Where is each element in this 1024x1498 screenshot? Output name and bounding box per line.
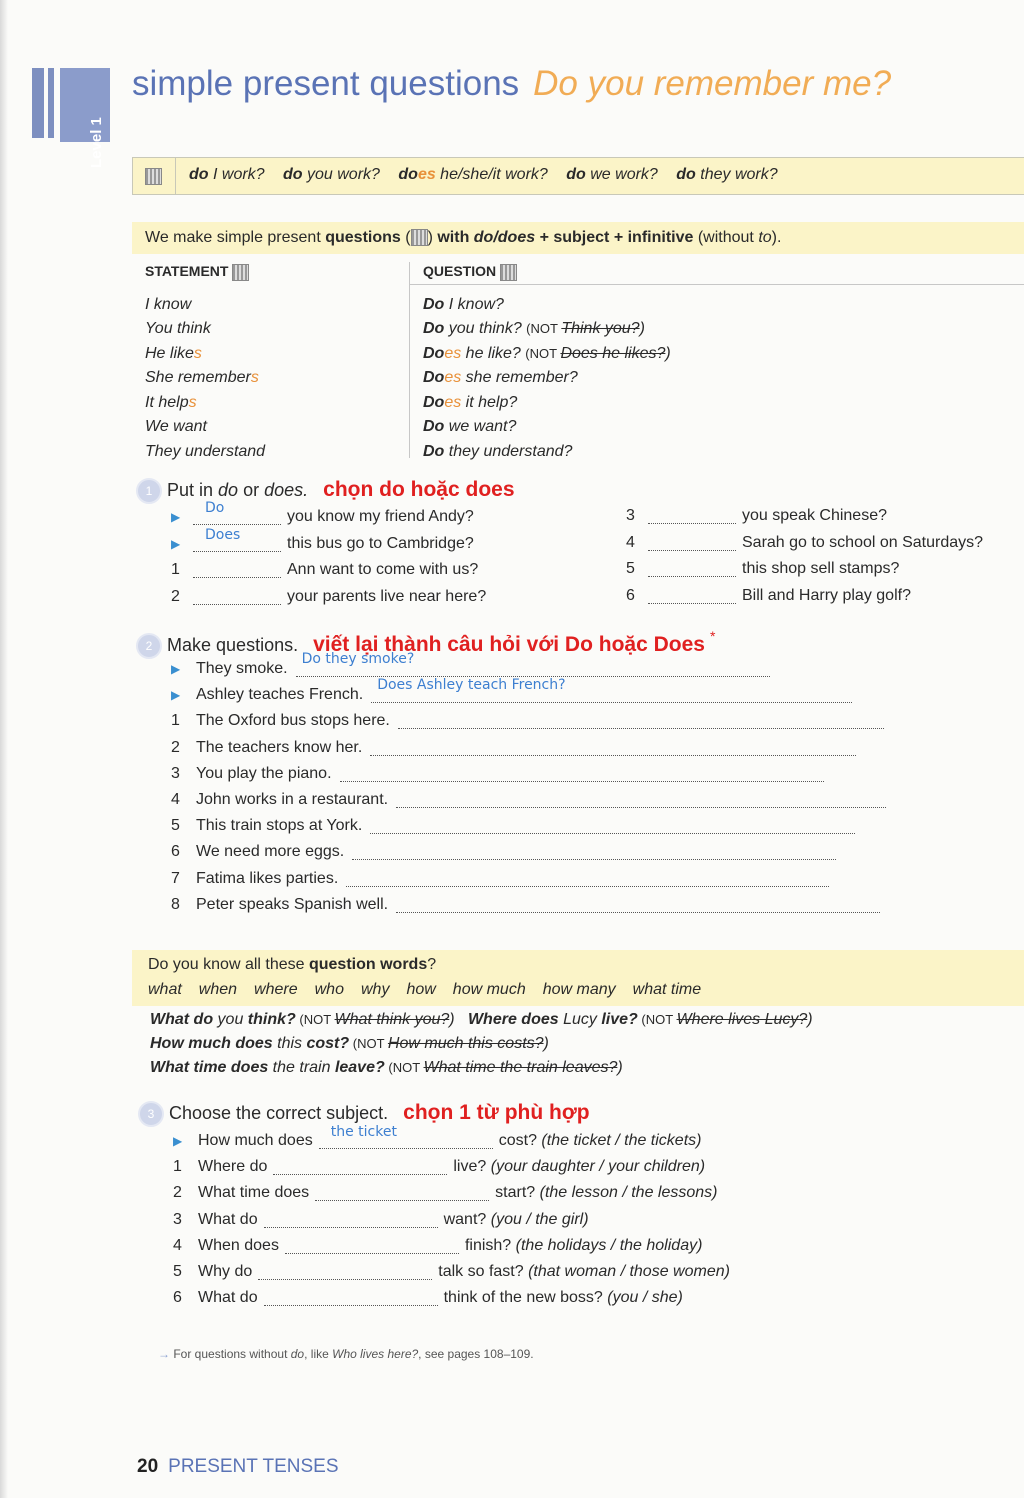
item-text: Fatima likes parties. — [196, 869, 339, 887]
statement-ending: s — [193, 344, 202, 362]
question-row — [423, 317, 671, 342]
forms-list — [189, 166, 792, 184]
answer-blank — [648, 587, 736, 604]
statement-text: He like — [145, 344, 194, 362]
handwritten-answer: Does Ashley teach French? — [377, 677, 566, 694]
question-row — [423, 366, 671, 391]
item-number: 6 — [173, 1289, 182, 1307]
item-number: 2 — [173, 1184, 182, 1202]
answer-blank — [264, 1211, 438, 1228]
item-pre: What time does — [198, 1184, 310, 1202]
rule-text: We make simple present questions ( ) with do/does + subject + infinitive (without to). — [145, 229, 782, 246]
statement-row — [145, 440, 265, 465]
question-example-3: What time does the train leave? (NOT What time the train leaves?) — [150, 1059, 623, 1076]
answer-blank — [648, 507, 736, 524]
item-text: The Oxford bus stops here. — [196, 712, 390, 730]
item-pre: How much does — [198, 1132, 313, 1149]
item-post: want? — [443, 1210, 487, 1228]
item-text: you know my friend Andy? — [287, 508, 474, 525]
item-number: 3 — [171, 764, 180, 782]
handwritten-answer: Do — [205, 500, 225, 516]
answer-blank — [258, 1263, 432, 1280]
item-choices: (that woman / those women) — [528, 1262, 730, 1280]
exercise-1-item — [626, 560, 983, 587]
statement-row — [145, 293, 265, 318]
item-number: 6 — [626, 586, 635, 604]
question-word: why — [360, 981, 390, 998]
statement-text: We want — [145, 418, 207, 436]
exercise-number-icon: 1 — [136, 478, 162, 504]
question-text: we want? — [444, 418, 517, 436]
item-number: 3 — [626, 507, 635, 524]
handwritten-answer: the ticket — [330, 1124, 397, 1140]
item-pre: What do — [198, 1210, 258, 1228]
question-word: when — [198, 981, 238, 998]
item-text: Peter speaks Spanish well. — [196, 895, 389, 913]
exercise-2-item — [171, 843, 886, 869]
question-word: what time — [632, 981, 702, 998]
answer-blank — [193, 500, 281, 525]
example-arrow-icon: ▶ — [171, 662, 181, 676]
question-row — [423, 293, 671, 318]
question-row — [423, 342, 671, 367]
section-name: PRESENT TENSES — [168, 1456, 339, 1477]
statement-row — [145, 366, 265, 391]
question-es: es — [444, 344, 462, 362]
exercise-3-item — [173, 1263, 730, 1289]
question-wrong: Think you? — [561, 320, 640, 338]
statement-text: I know — [145, 295, 192, 313]
answer-blank — [648, 534, 736, 551]
level-tab — [32, 68, 110, 168]
item-choices: (your daughter / your children) — [490, 1158, 706, 1176]
question-list — [423, 293, 671, 465]
answer-blank — [264, 1289, 438, 1306]
exercise-2-annotation: viết lại thành câu hỏi với Do hoặc Does — [313, 633, 705, 656]
exercise-2-title: 2 Make questions. viết lại thành câu hỏi với Do hoặc Does * — [136, 628, 715, 659]
item-text: You play the piano. — [196, 764, 332, 782]
question-word: how much — [452, 981, 526, 998]
exercise-3-item — [173, 1124, 730, 1158]
question-word: how — [406, 981, 436, 998]
page-title — [132, 64, 891, 104]
exercise-1-item — [626, 587, 983, 614]
question-text: I know? — [444, 295, 504, 313]
form-1: do I work? — [189, 166, 265, 183]
question-word: what — [148, 981, 182, 998]
answer-blank — [193, 561, 281, 578]
exercise-1-item — [626, 534, 983, 561]
example-arrow-icon: ▶ — [171, 536, 181, 551]
exercise-2-item — [171, 739, 886, 765]
item-number: 8 — [171, 895, 180, 913]
answer-line — [370, 817, 855, 834]
item-text: Ann want to come with us? — [287, 561, 479, 578]
item-choices: (the lesson / the lessons) — [539, 1184, 718, 1202]
exercise-1-annotation: chọn do hoặc does — [323, 478, 515, 501]
question-symbol-icon — [500, 264, 517, 281]
item-post: start? — [495, 1184, 536, 1202]
question-text: he like? — [461, 344, 526, 362]
exercise-1-title: 1 Put in do or does. chọn do hoặc does — [136, 478, 515, 504]
item-text: your parents live near here? — [287, 587, 487, 605]
item-number: 1 — [171, 712, 180, 730]
footnote: → For questions without do, like Who lives here?, see pages 108–109. — [158, 1347, 534, 1361]
exercise-3-item — [173, 1289, 730, 1315]
form-3: does he/she/it work? — [398, 166, 548, 183]
exercise-3-item — [173, 1158, 730, 1184]
statement-ending: s — [188, 393, 197, 411]
answer-line — [371, 677, 852, 703]
item-text: This train stops at York. — [196, 817, 363, 835]
answer-line — [370, 739, 856, 756]
example-arrow-icon: ▶ — [171, 510, 181, 524]
answer-line — [396, 791, 886, 808]
item-post: talk so fast? — [438, 1262, 524, 1280]
page-edge-shadow — [0, 0, 8, 1498]
exercise-2-list — [171, 651, 886, 922]
question-word: how many — [542, 981, 616, 998]
exercise-3-annotation: chọn 1 từ phù hợp — [403, 1101, 590, 1124]
question-example-2: How much does this cost? (NOT How much this costs?) — [150, 1035, 549, 1052]
exercise-3-title: 3 Choose the correct subject. chọn 1 từ phù hợp — [138, 1101, 590, 1127]
answer-line — [352, 843, 836, 860]
question-text: you think? — [444, 320, 527, 338]
question-symbol-icon — [145, 168, 162, 185]
item-text: They smoke. — [196, 660, 288, 677]
exercise-2-item — [171, 791, 886, 817]
handwritten-answer: Do they smoke? — [301, 651, 415, 667]
statement-row — [145, 317, 265, 342]
question-es: es — [444, 369, 462, 387]
item-number: 1 — [173, 1158, 182, 1176]
question-do: Do — [423, 442, 445, 460]
question-column — [423, 263, 671, 464]
question-do: Do — [423, 418, 445, 436]
exercise-1-item — [171, 588, 486, 615]
question-es: es — [444, 393, 462, 411]
question-do: Do — [423, 369, 445, 387]
level-label: Level 1 — [88, 117, 105, 168]
item-text: Ashley teaches French. — [196, 686, 364, 704]
statement-text: They understand — [145, 442, 266, 460]
statement-text: It help — [145, 393, 189, 411]
item-number: 6 — [171, 843, 180, 861]
answer-blank — [319, 1124, 493, 1149]
item-pre: Where do — [198, 1158, 268, 1176]
answer-line — [398, 712, 884, 729]
exercise-2-item — [171, 765, 886, 791]
question-example-1: What do you think? (NOT What think you?) Where does Lucy live? (NOT Where lives Lucy?) — [150, 1011, 813, 1028]
item-text: John works in a restaurant. — [196, 790, 389, 808]
item-post: finish? — [464, 1236, 512, 1254]
statement-row — [145, 342, 265, 367]
form-5: do they work? — [676, 166, 778, 183]
item-number: 5 — [171, 817, 180, 835]
exercise-2-item — [171, 896, 886, 922]
statement-text: She remember — [145, 369, 251, 387]
item-choices: (you / the girl) — [490, 1210, 589, 1228]
item-pre: When does — [198, 1236, 279, 1254]
statement-header: STATEMENT — [145, 263, 265, 281]
exercise-3-item — [173, 1237, 730, 1263]
item-number: 5 — [626, 560, 635, 577]
exercise-number-icon: 3 — [138, 1101, 164, 1127]
item-text: you speak Chinese? — [742, 507, 887, 524]
table-divider — [409, 262, 410, 458]
question-wrong: Does he likes? — [560, 344, 666, 362]
question-not: (NOT — [525, 345, 561, 361]
item-post: think of the new boss? — [443, 1289, 603, 1307]
question-words-intro: Do you know all these question words? — [148, 956, 437, 973]
arrow-icon: → — [158, 1347, 170, 1361]
answer-blank — [285, 1237, 459, 1254]
title-main: simple present questions — [132, 64, 520, 103]
form-2: do you work? — [283, 166, 380, 183]
item-number: 4 — [626, 533, 635, 551]
item-pre: Why do — [198, 1262, 253, 1280]
question-do: Do — [423, 344, 445, 362]
statement-ending: s — [250, 369, 259, 387]
item-text: this shop sell stamps? — [742, 560, 900, 577]
example-arrow-icon: ▶ — [171, 688, 181, 703]
page-number: 20 — [137, 1456, 159, 1477]
statement-list — [145, 293, 265, 465]
answer-blank — [193, 588, 281, 605]
question-word: who — [314, 981, 344, 998]
answer-line — [346, 870, 829, 887]
question-word: where — [254, 981, 298, 998]
exercise-3-list — [173, 1124, 730, 1315]
item-choices: (the holidays / the holiday) — [515, 1236, 703, 1254]
question-text: it help? — [461, 393, 518, 411]
exercise-2-item — [171, 817, 886, 843]
question-not: (NOT — [526, 321, 562, 337]
exercise-1-left — [171, 500, 487, 614]
item-number: 4 — [171, 790, 180, 808]
answer-line — [340, 765, 824, 782]
item-number: 2 — [171, 587, 180, 605]
question-close: ) — [639, 320, 645, 338]
item-number: 5 — [173, 1262, 182, 1280]
statement-row — [145, 391, 265, 416]
item-pre: What do — [198, 1289, 258, 1307]
item-text: The teachers know her. — [196, 738, 363, 756]
item-number: 1 — [171, 561, 180, 578]
item-post: live? — [453, 1158, 487, 1176]
answer-blank — [193, 526, 281, 552]
answer-blank — [315, 1184, 489, 1201]
exercise-2-item — [171, 870, 886, 896]
exercise-3-item — [173, 1211, 730, 1237]
item-number: 2 — [171, 738, 180, 756]
item-choices: (the ticket / the tickets) — [541, 1132, 702, 1149]
answer-line — [396, 896, 880, 913]
exercise-number-icon: 2 — [136, 633, 162, 659]
item-post: cost? — [498, 1132, 537, 1149]
question-row — [423, 415, 671, 440]
item-choices: (you / she) — [607, 1289, 683, 1307]
exercise-2-item — [171, 712, 886, 738]
question-do: Do — [423, 320, 445, 338]
question-do: Do — [423, 393, 445, 411]
handwritten-answer: Does — [205, 526, 241, 543]
question-words-list — [148, 981, 718, 999]
item-text: We need more eggs. — [196, 843, 345, 861]
exercise-3-item — [173, 1184, 730, 1210]
answer-blank — [648, 560, 736, 577]
question-symbol-icon — [411, 229, 428, 246]
forms-strip — [132, 157, 1024, 195]
page-footer — [137, 1456, 339, 1478]
item-text: this bus go to Cambridge? — [287, 534, 474, 552]
answer-blank — [273, 1158, 447, 1175]
exercise-2-item — [171, 677, 886, 712]
form-4: do we work? — [566, 166, 658, 183]
question-row — [423, 391, 671, 416]
statement-row — [145, 415, 265, 440]
exercise-1-item — [171, 561, 486, 588]
item-text: Sarah go to school on Saturdays? — [742, 533, 984, 551]
item-number: 4 — [173, 1236, 182, 1254]
item-number: 3 — [173, 1210, 182, 1228]
example-arrow-icon: ▶ — [173, 1134, 183, 1148]
exercise-1-item — [171, 526, 486, 562]
statement-symbol-icon — [232, 264, 249, 281]
exercise-1-item — [626, 507, 983, 534]
answer-line — [296, 651, 770, 677]
item-number: 7 — [171, 869, 180, 887]
statement-column — [145, 263, 265, 464]
title-subtitle: Do you remember me? — [533, 64, 892, 103]
question-text: she remember? — [461, 369, 578, 387]
question-header: QUESTION — [423, 263, 671, 281]
exercise-1-right — [626, 507, 983, 613]
question-text: they understand? — [444, 442, 573, 460]
statement-text: You think — [145, 320, 211, 338]
question-row — [423, 440, 671, 465]
question-do: Do — [423, 295, 445, 313]
question-close: ) — [665, 344, 671, 362]
item-text: Bill and Harry play golf? — [742, 586, 911, 604]
